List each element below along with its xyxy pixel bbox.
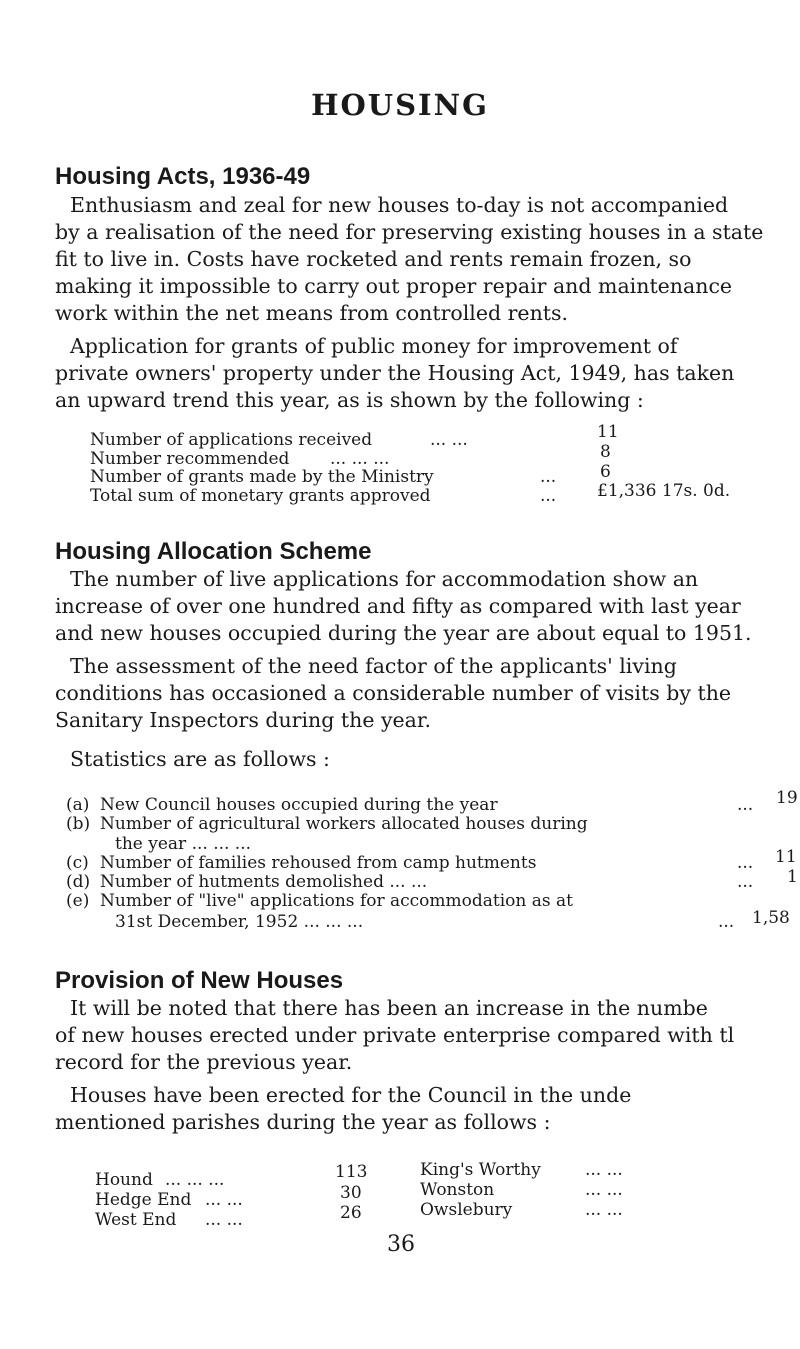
paragraph-line: work within the net means from controlled rents. <box>55 301 569 325</box>
parish-name: Wonston <box>420 1180 495 1200</box>
item-value: 1,58 <box>752 908 790 928</box>
paragraph-line: of new houses erected under private enterprise compared with tl <box>55 1023 735 1047</box>
stat-dots: ... <box>540 467 557 487</box>
parish-dots: ... ... <box>585 1200 623 1220</box>
page-number: 36 <box>387 1232 415 1257</box>
parish-dots: ... ... <box>205 1190 243 1210</box>
item-mark: (c) <box>66 853 89 873</box>
paragraph-line: and new houses occupied during the year are about equal to 1951. <box>55 621 752 645</box>
paragraph-line: record for the previous year. <box>55 1050 353 1074</box>
paragraph-line: The number of live applications for accommodation show an <box>70 567 699 591</box>
item-text: Number of "live" applications for accommodation as at <box>100 891 573 911</box>
stat-value: 6 <box>600 462 611 482</box>
item-mark: (e) <box>66 891 90 911</box>
paragraph-line: Application for grants of public money for improvement of <box>70 334 678 358</box>
parish-dots: ... ... ... <box>165 1170 225 1190</box>
parish-value: 30 <box>340 1183 362 1203</box>
statistics-intro: Statistics are as follows : <box>70 747 330 771</box>
paragraph-line: It will be noted that there has been an increase in the numbe <box>70 996 708 1020</box>
item-text: Number of agricultural workers allocated houses during <box>100 814 588 834</box>
stat-value: 11 <box>597 422 619 442</box>
paragraph-line: by a realisation of the need for preserving existing houses in a state <box>55 220 764 244</box>
paragraph-line: fit to live in. Costs have rocketed and rents remain frozen, so <box>55 247 692 271</box>
parish-name: Hedge End <box>95 1190 192 1210</box>
parish-name: Owslebury <box>420 1200 513 1220</box>
item-text: Number of hutments demolished ... ... <box>100 872 428 892</box>
item-dots: ... <box>737 872 754 892</box>
parish-name: West End <box>95 1210 177 1230</box>
stat-label: Number of applications received <box>90 430 373 450</box>
item-value: 11 <box>775 847 797 867</box>
paragraph-line: Enthusiasm and zeal for new houses to-day is not accompanied <box>70 193 729 217</box>
item-dots: ... <box>737 853 754 873</box>
section-heading-provision-of-new-houses: Provision of New Houses <box>55 967 344 994</box>
item-value: 1 <box>787 867 798 887</box>
paragraph-line: increase of over one hundred and fifty as compared with last year <box>55 594 741 618</box>
parish-name: King's Worthy <box>420 1160 541 1180</box>
stat-label: Number of grants made by the Ministry <box>90 467 434 487</box>
page-title: HOUSING <box>311 88 489 122</box>
parish-dots: ... ... <box>585 1180 623 1200</box>
stat-dots: ... ... <box>430 430 468 450</box>
item-mark: (a) <box>66 795 90 815</box>
item-mark: (b) <box>66 814 91 834</box>
item-text: the year ... ... ... <box>115 834 252 854</box>
item-dots: ... <box>718 912 735 932</box>
item-text: New Council houses occupied during the year <box>100 795 498 815</box>
stat-label: Total sum of monetary grants approved <box>90 486 431 506</box>
stat-dots: ... <box>540 486 557 506</box>
paragraph-line: an upward trend this year, as is shown by the following : <box>55 388 644 412</box>
parish-value: 113 <box>335 1162 368 1182</box>
stat-label: Number recommended <box>90 449 290 469</box>
item-text: Number of families rehoused from camp hutments <box>100 853 537 873</box>
parish-dots: ... ... <box>205 1210 243 1230</box>
item-dots: ... <box>737 795 754 815</box>
paragraph-line: private owners' property under the Housing Act, 1949, has taken <box>55 361 735 385</box>
paragraph-line: Houses have been erected for the Council in the unde <box>70 1083 632 1107</box>
paragraph-line: Sanitary Inspectors during the year. <box>55 708 431 732</box>
section-heading-housing-acts: Housing Acts, 1936-49 <box>55 163 311 190</box>
paragraph-line: The assessment of the need factor of the applicants' living <box>70 654 677 678</box>
stat-value: 8 <box>600 442 611 462</box>
section-heading-housing-allocation: Housing Allocation Scheme <box>55 538 372 565</box>
stat-dots: ... ... ... <box>330 449 390 469</box>
parish-name: Hound <box>95 1170 153 1190</box>
item-mark: (d) <box>66 872 91 892</box>
parish-value: 26 <box>340 1203 362 1223</box>
paragraph-line: conditions has occasioned a considerable number of visits by the <box>55 681 732 705</box>
item-value: 19 <box>776 788 798 808</box>
paragraph-line: making it impossible to carry out proper repair and maintenance <box>55 274 733 298</box>
item-text: 31st December, 1952 ... ... ... <box>115 912 364 932</box>
parish-dots: ... ... <box>585 1160 623 1180</box>
stat-value: £1,336 17s. 0d. <box>597 481 731 501</box>
paragraph-line: mentioned parishes during the year as follows : <box>55 1110 551 1134</box>
